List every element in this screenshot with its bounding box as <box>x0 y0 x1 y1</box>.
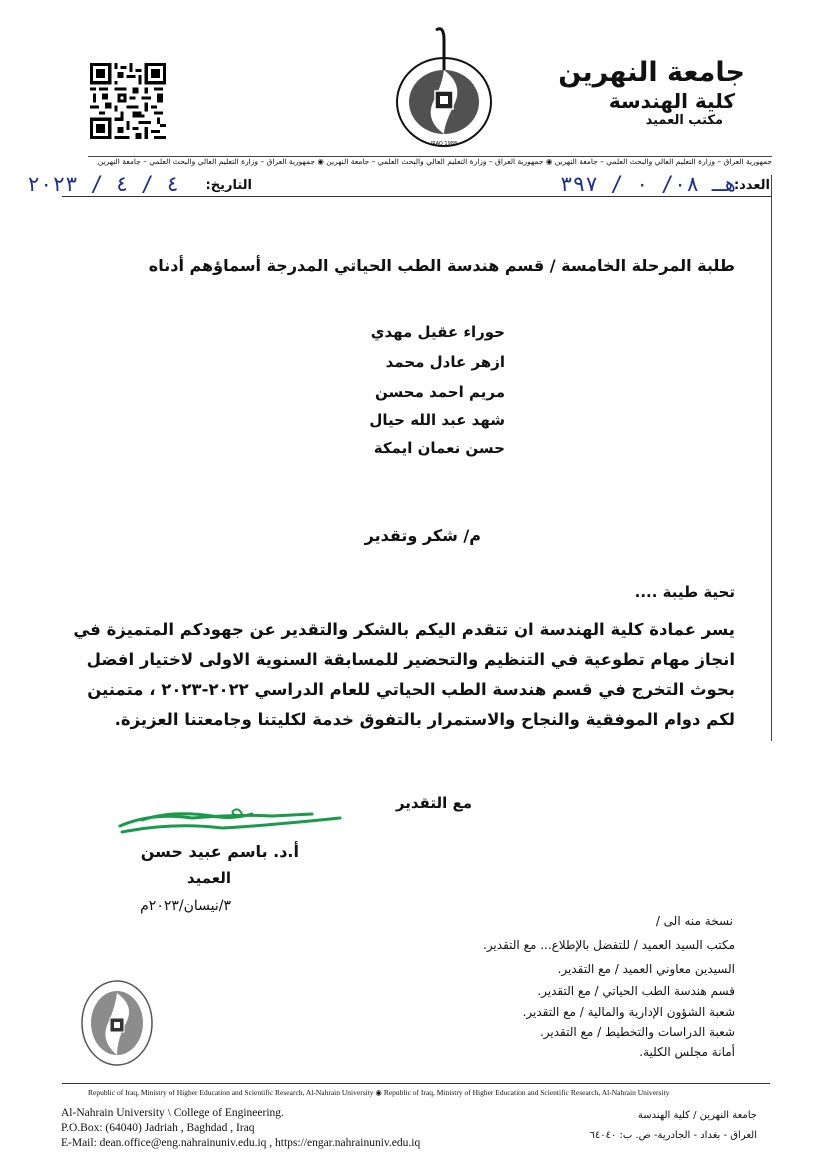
university-name: جامعة النهرين <box>558 57 745 88</box>
ref-number-label: العدد: <box>733 178 770 193</box>
closing: مع التقدير <box>395 794 472 812</box>
copy-recipient: السيدين معاوني العميد / مع التقدير. <box>557 962 735 976</box>
signer-name: أ.د. باسم عبيد حسن <box>140 842 299 861</box>
signer-title: العميد <box>186 869 231 887</box>
footer-address-ar: جامعة النهرين / كلية الهندسة <box>637 1110 757 1121</box>
copies-title: نسخة منه الى / <box>655 914 733 928</box>
handwritten-signature <box>112 804 342 844</box>
signature-date: ٣/نيسان/٢٠٢٣م <box>140 898 231 914</box>
college-seal <box>80 978 155 1068</box>
copy-recipient: مكتب السيد العميد / للتفضل بالإطلاع... مع التقدير. <box>483 938 735 952</box>
date-value: ٤ / ٤ / ٢٠٢٣ <box>27 172 179 196</box>
paragraph-line: لكم دوام الموفقية والنجاح والاستمرار بالتفوق خدمة لكليتنا وجامعتنا العزيزة. <box>114 710 735 729</box>
student-name: ازهر عادل محمد <box>385 353 505 371</box>
footer-strip-text: Republic of Iraq, Ministry of Higher Education and Scientific Research, Al-Nahrain University ◉ Republic of Iraq, Ministry of Higher Education and Scientific Research, Al-Nahrain University <box>88 1088 670 1097</box>
paragraph-line: انجاز مهام تطوعية في التنظيم والتحضير للمسابقة السنوية الاولى لاختيار افضل <box>86 650 735 669</box>
dean-office-label: مكتب العميد <box>645 113 723 128</box>
student-name: شهد عبد الله حيال <box>369 411 505 429</box>
college-name: كلية الهندسة <box>608 89 735 113</box>
footer-address-en: Al-Nahrain University \ College of Engineering. <box>61 1107 284 1119</box>
copy-recipient: شعبة الشؤون الإدارية والمالية / مع التقدير. <box>522 1005 735 1019</box>
footer-pobox-ar: العراق - بغداد - الجادرية- ص. ب: ٦٤٠٤٠ <box>589 1130 757 1141</box>
footer-contact-en[interactable]: E-Mail: dean.office@eng.nahrainuniv.edu.iq , https://engar.nahrainuniv.edu.iq <box>61 1137 421 1149</box>
university-logo <box>394 25 494 150</box>
footer-divider <box>62 1083 770 1084</box>
copy-recipient: أمانة مجلس الكلية. <box>639 1045 735 1059</box>
header-strip-text: جمهورية العراق – وزارة التعليم العالي والبحث العلمي – جامعة النهرين ◉ جمهورية العراق – وزارة التعليم العالي والبحث العلمي – جامعة النهرين ◉ جمهورية العراق – وزارة التعليم العالي والبحث العلمي – جامعة النهرين <box>97 157 772 166</box>
paragraph-line: بحوث التخرج في قسم هندسة الطب الحياتي للعام الدراسي ٢٠٢٢-٢٠٢٣ ، متمنين <box>87 680 735 699</box>
date-label: التاريخ: <box>205 178 252 193</box>
greeting: تحية طيبة .... <box>634 583 735 601</box>
logo-year: IRAQ 1988 <box>430 141 458 147</box>
qr-code <box>90 63 166 139</box>
student-name: مريم احمد محسن <box>375 383 505 401</box>
copy-recipient: شعبة الدراسات والتخطيط / مع التقدير. <box>539 1025 735 1039</box>
copy-recipient: قسم هندسة الطب الحياتي / مع التقدير. <box>537 984 735 998</box>
ref-number-value: هـ ٠٨/ ٠ / ٣٩٧ <box>559 172 737 196</box>
student-name: حوراء عقيل مهدي <box>370 323 505 341</box>
footer-pobox-en: P.O.Box: (64040) Jadriah , Baghdad , Iraq <box>61 1122 255 1134</box>
reference-divider <box>62 196 772 197</box>
student-name: حسن نعمان ايمكة <box>373 439 505 457</box>
margin-rule <box>771 175 772 741</box>
addressee: طلبة المرحلة الخامسة / قسم هندسة الطب الحياتي المدرجة أسماؤهم أدناه <box>148 256 735 275</box>
paragraph-line: يسر عمادة كلية الهندسة ان تتقدم اليكم بالشكر والتقدير عن جهودكم المتميزة في <box>73 620 735 639</box>
letter-subject: م/ شكر وتقدير <box>364 526 481 545</box>
